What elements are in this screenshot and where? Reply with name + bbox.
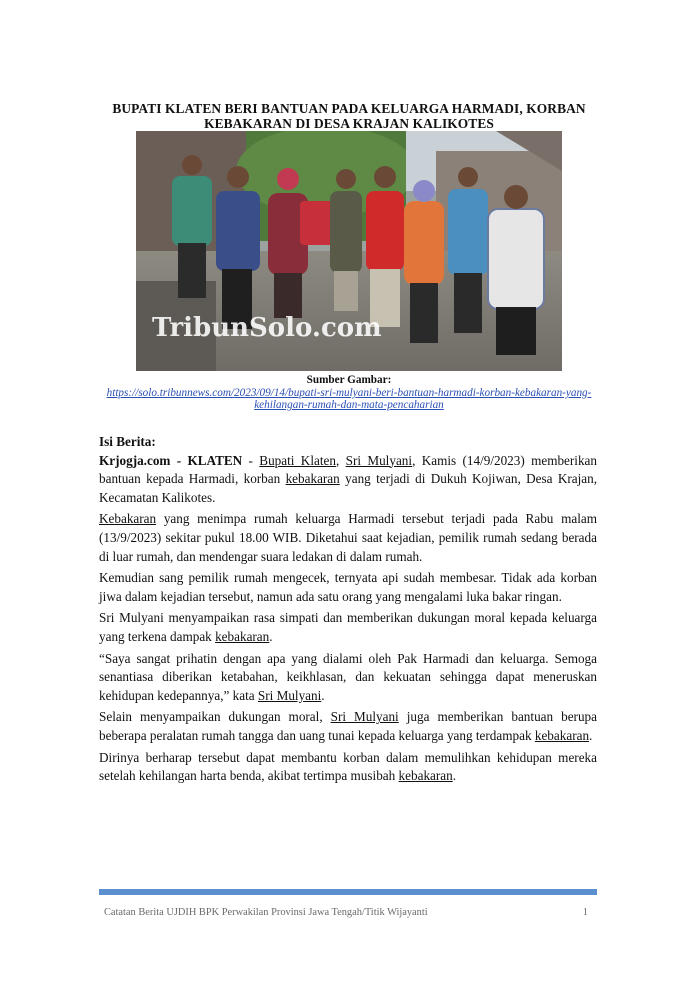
keyword-link[interactable]: kebakaran: [285, 471, 340, 487]
p6-end: .: [589, 727, 593, 743]
article-body: [99, 433, 597, 789]
paragraph-2: [99, 510, 597, 566]
paragraph-5: [99, 650, 597, 706]
name-link[interactable]: Sri Mulyani: [345, 452, 413, 468]
news-source: Krjogja.com - KLATEN: [99, 452, 243, 468]
p7-text: Dirinya berharap tersebut dapat membantu korban dalam memulihkan kehidupan mereka setelah kehilangan harta benda, akibat tertimpa musibah: [99, 749, 597, 784]
p4-text: Sri Mulyani menyampaikan rasa simpati dan memberikan dukungan moral kepada keluarga yang terkena dampak: [99, 610, 597, 644]
p5-end: .: [321, 687, 325, 703]
name-link[interactable]: Sri Mulyani: [330, 709, 399, 725]
photo-watermark: TribunSolo.com: [152, 313, 382, 343]
dash-text: -: [242, 452, 260, 468]
page-footer: [104, 907, 592, 918]
section-heading: Isi Berita:: [99, 434, 156, 449]
paragraph-4: [99, 609, 597, 646]
page-number: 1: [582, 907, 588, 918]
p1-text-b: yang terjadi di Dukuh Kojiwan, Desa Krajan, Kecamatan Kalikotes.: [99, 471, 597, 505]
p7-end: .: [452, 768, 457, 784]
image-caption: [96, 374, 602, 412]
name-link[interactable]: Sri Mulyani: [257, 687, 322, 703]
footer-text: Catatan Berita UJDIH BPK Perwakilan Provinsi Jawa Tengah/Titik Wijayanti: [104, 907, 428, 918]
p1-text-a: , Kamis (14/9/2023) memberikan bantuan kepada Harmadi, korban: [99, 452, 598, 487]
keyword-link[interactable]: kebakaran: [215, 628, 270, 644]
keyword-link[interactable]: kebakaran: [398, 768, 453, 784]
source-link[interactable]: https://solo.tribunnews.com/2023/09/14/bupati-sri-mulyani-beri-bantuan-harmadi-korban-kebakaran-yang-kehilangan-rumah-dan-mata-pencaharian: [106, 386, 592, 412]
caption-label: Sumber Gambar:: [306, 374, 392, 386]
news-photo: [136, 131, 562, 371]
paragraph-6: [99, 708, 597, 745]
p6-text-a: Selain menyampaikan dukungan moral,: [99, 709, 331, 725]
paragraph-7: [99, 749, 597, 786]
footer-rule: [99, 889, 597, 895]
comma-text: ,: [335, 452, 346, 468]
paragraph-3: Kemudian sang pemilik rumah mengecek, ternyata api sudah membesar. Tidak ada korban jiwa dalam kejadian tersebut, namun ada satu orang yang mengalami luka bakar ringan.: [99, 570, 597, 604]
p6-text-b: juga memberikan bantuan berupa beberapa peralatan rumah tangga dan uang tunai kepada keluarga yang terdampak: [99, 709, 597, 743]
p4-end: .: [269, 628, 273, 644]
p5-text: “Saya sangat prihatin dengan apa yang dialami oleh Pak Harmadi dan keluarga. Semoga senantiasa diberikan ketabahan, keikhlasan, dan kekuatan sehingga dapat meneruskan kehidupan kedepannya,” kata: [99, 650, 597, 703]
keyword-link[interactable]: kebakaran: [534, 727, 590, 743]
keyword-link[interactable]: Kebakaran: [99, 511, 157, 527]
paragraph-1: [99, 452, 597, 508]
bupati-link[interactable]: Bupati Klaten: [259, 452, 336, 468]
p2-text: yang menimpa rumah keluarga Harmadi tersebut terjadi pada Rabu malam (13/9/2023) sekitar pukul 18.00 WIB. Diketahui saat kejadian, pemilik rumah sedang berada di luar rumah, dan mendengar suara ledakan di dalam rumah.: [99, 511, 597, 564]
article-title: BUPATI KLATEN BERI BANTUAN PADA KELUARGA HARMADI, KORBAN KEBAKARAN DI DESA KRAJAN KALIKOTES: [112, 101, 586, 131]
